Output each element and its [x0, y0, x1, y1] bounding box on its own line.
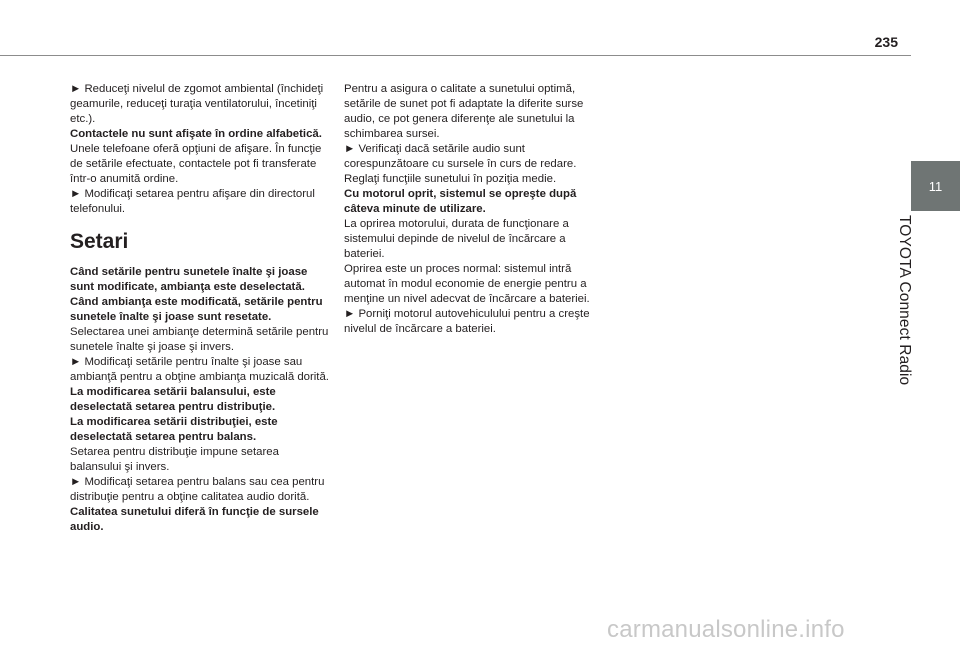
paragraph: ► Verificaţi dacă setările audio sunt corespunzătoare cu sursele în curs de redare. Reglaţi funcţiile sunetului în poziţia medie. [344, 143, 577, 185]
bold-paragraph: Când ambianţa este modificată, setările pentru sunetele înalte şi joase sunt resetate. [70, 296, 323, 323]
watermark: carmanualsonline.info [607, 616, 845, 643]
paragraph: ► Reduceţi nivelul de zgomot ambiental (închideţi geamurile, reduceţi turaţia ventilatorului, încetiniţi etc.). [70, 83, 324, 125]
paragraph: ► Modificaţi setarea pentru balans sau cea pentru distribuţie pentru a obţine calitatea audio dorită. [70, 476, 325, 503]
paragraph: ► Modificaţi setarea pentru afişare din directorul telefonului. [70, 188, 315, 215]
left-column [70, 82, 332, 535]
paragraph: Unele telefoane oferă opţiuni de afişare. În funcţie de setările efectuate, contactele pot fi transferate într-o anumită ordine. [70, 143, 322, 185]
bold-paragraph: Calitatea sunetului diferă în funcţie de sursele audio. [70, 506, 319, 533]
paragraph: La oprirea motorului, durata de funcţionare a sistemului depinde de nivelul de încărcare a bateriei. [344, 218, 569, 260]
header-divider [0, 55, 911, 56]
bold-paragraph: La modificarea setării balansului, este deselectată setarea pentru distribuţie. [70, 386, 276, 413]
bold-paragraph: Contactele nu sunt afişate în ordine alfabetică. [70, 128, 322, 140]
chapter-number: 11 [928, 178, 943, 194]
paragraph: ► Porniţi motorul autovehiculului pentru a creşte nivelul de încărcare a bateriei. [344, 308, 590, 335]
section-heading: Setari [70, 230, 129, 253]
paragraph: Oprirea este un proces normal: sistemul intră automat în modul economie de energie pentru a menţine un nivel adecvat de încărcare a bateriei. [344, 263, 590, 305]
paragraph: Setarea pentru distribuţie impune setarea balansului şi invers. [70, 446, 279, 473]
bold-paragraph: La modificarea setării distribuţiei, este deselectată setarea pentru balans. [70, 416, 278, 443]
chapter-title: TOYOTA Connect Radio [896, 215, 913, 386]
paragraph: ► Modificaţi setările pentru înalte şi joase sau ambianţă pentru a obţine ambianţa muzicală dorită. [70, 356, 329, 383]
bold-paragraph: Cu motorul oprit, sistemul se opreşte după câteva minute de utilizare. [344, 188, 577, 215]
right-column [344, 82, 606, 337]
chapter-tab [911, 161, 960, 211]
paragraph: Pentru a asigura o calitate a sunetului optimă, setările de sunet pot fi adaptate la diferite surse audio, ce pot genera diferenţe ale sunetului la schimbarea sursei. [344, 83, 584, 140]
bold-paragraph: Când setările pentru sunetele înalte şi joase sunt modificate, ambianţa este deselectată. [70, 266, 308, 293]
page-number: 235 [874, 34, 898, 50]
paragraph: Selectarea unei ambianţe determină setările pentru sunetele înalte şi joase şi invers. [70, 326, 329, 353]
